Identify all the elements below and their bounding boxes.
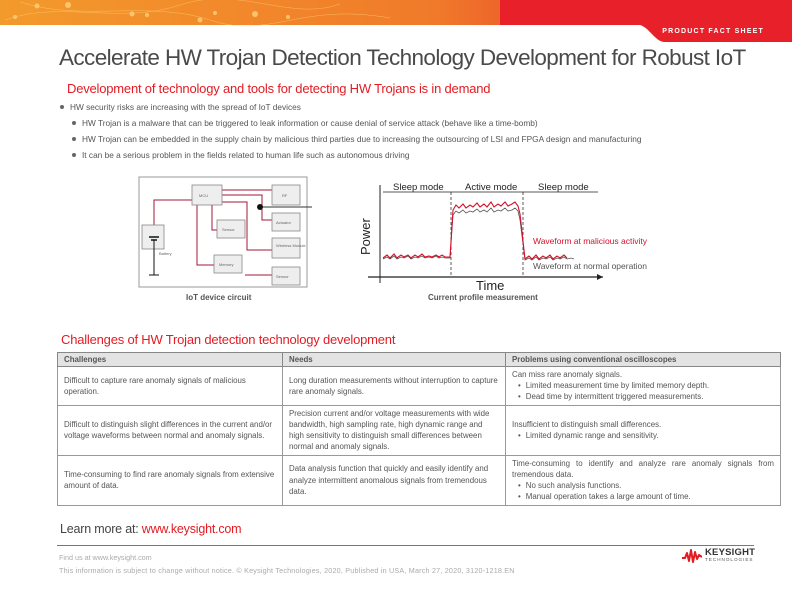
table-row [58, 367, 781, 406]
table-row [58, 405, 781, 455]
disclaimer-text: This information is subject to change without notice. © Keysight Technologies, 2020, Published in USA, March 27, 2020, 3120-1218.EN [59, 566, 515, 575]
bullet-item: HW Trojan can be embedded in the supply chain by malicious third parties due to increasing the outsourcing of LSI and FPGA design and manufacturing [72, 133, 641, 149]
bullet-item: HW Trojan is a malware that can be triggered to leak information or cause denial of service attack (behave like a time-bomb) [72, 117, 641, 133]
problem-point: • Dead time by intermittent triggered measurements. [518, 391, 774, 402]
column-header-needs: Needs [283, 353, 506, 367]
svg-text:Time: Time [476, 278, 505, 290]
column-header-problems: Problems using conventional oscilloscopes [506, 353, 781, 367]
challenge-cell: Time-consuming to find rare anomaly signals from extensive amount of data. [58, 455, 283, 505]
svg-text:Memory: Memory [219, 262, 234, 267]
waveform-caption: Current profile measurement [428, 293, 538, 302]
challenges-heading: Challenges of HW Trojan detection technology development [61, 332, 396, 347]
keysight-logo: KEYSIGHT TECHNOLOGIES [682, 548, 755, 563]
challenges-table [57, 352, 781, 506]
keysight-wave-icon [682, 549, 702, 563]
need-cell: Data analysis function that quickly and easily identify and analyze intermittent anomalous signals from tremendous data. [283, 455, 506, 505]
problem-cell: Can miss rare anomaly signals. • Limited measurement time by limited memory depth. • Dead time by intermittent triggered measurements. [506, 367, 781, 406]
page-subtitle: Development of technology and tools for detecting HW Trojans is in demand [67, 81, 491, 96]
svg-text:Waveform at malicious activity: Waveform at malicious activity [533, 236, 647, 246]
table-header-row [58, 353, 781, 367]
svg-text:Power: Power [358, 218, 373, 255]
problem-point: • Limited dynamic range and sensitivity. [518, 430, 774, 441]
bullet-list [60, 101, 641, 165]
footer-divider [57, 545, 754, 546]
challenge-cell: Difficult to distinguish slight differences in the current and/or voltage waveforms between normal and anomaly signals. [58, 405, 283, 455]
circuit-caption: IoT device circuit [186, 293, 252, 302]
header-banner [0, 0, 792, 42]
svg-text:Sleep mode: Sleep mode [393, 182, 444, 193]
svg-text:Sleep mode: Sleep mode [538, 182, 589, 193]
svg-text:Waveform at normal operation: Waveform at normal operation [533, 261, 648, 271]
problem-point: • No such analysis functions. [518, 480, 774, 491]
svg-text:Sensor: Sensor [276, 274, 289, 279]
problem-cell: Insufficient to distinguish small differences. • Limited dynamic range and sensitivity. [506, 405, 781, 455]
column-header-challenges: Challenges [58, 353, 283, 367]
svg-text:Active mode: Active mode [465, 182, 518, 193]
svg-text:Wireless Module: Wireless Module [276, 243, 306, 248]
product-fact-sheet-badge: PRODUCT FACT SHEET [662, 28, 764, 35]
page-title: Accelerate HW Trojan Detection Technology Development for Robust IoT [59, 45, 746, 70]
svg-text:RF: RF [282, 193, 288, 198]
bullet-item: HW security risks are increasing with the spread of IoT devices [60, 101, 641, 117]
current-profile-chart [358, 180, 658, 295]
bullet-item: It can be a serious problem in the fields related to human life such as autonomous driving [72, 149, 641, 165]
need-cell: Precision current and/or voltage measurements with wide bandwidth, high sampling rate, high dynamic range and high sensitivity to distinguish small differences between normal and anomaly signals. [283, 405, 506, 455]
table-row [58, 455, 781, 505]
learn-more: Learn more at: www.keysight.com [60, 522, 242, 536]
challenge-cell: Difficult to capture rare anomaly signals of malicious operation. [58, 367, 283, 406]
problem-cell: Time-consuming to identify and analyze rare anomaly signals from tremendous data. • No such analysis functions. • Manual operation takes a large amount of time. [506, 455, 781, 505]
keysight-link[interactable]: www.keysight.com [141, 522, 242, 536]
problem-point: • Manual operation takes a large amount of time. [518, 491, 774, 502]
find-us-text: Find us at www.keysight.com [59, 553, 152, 562]
svg-text:MCU: MCU [199, 193, 209, 198]
svg-text:Sensor: Sensor [222, 227, 235, 232]
problem-point: • Limited measurement time by limited memory depth. [518, 380, 774, 391]
need-cell: Long duration measurements without interruption to capture rare anomaly signals. [283, 367, 506, 406]
iot-circuit-diagram [137, 175, 312, 295]
svg-text:Battery: Battery [159, 251, 172, 256]
svg-text:Actuator: Actuator [276, 220, 291, 225]
